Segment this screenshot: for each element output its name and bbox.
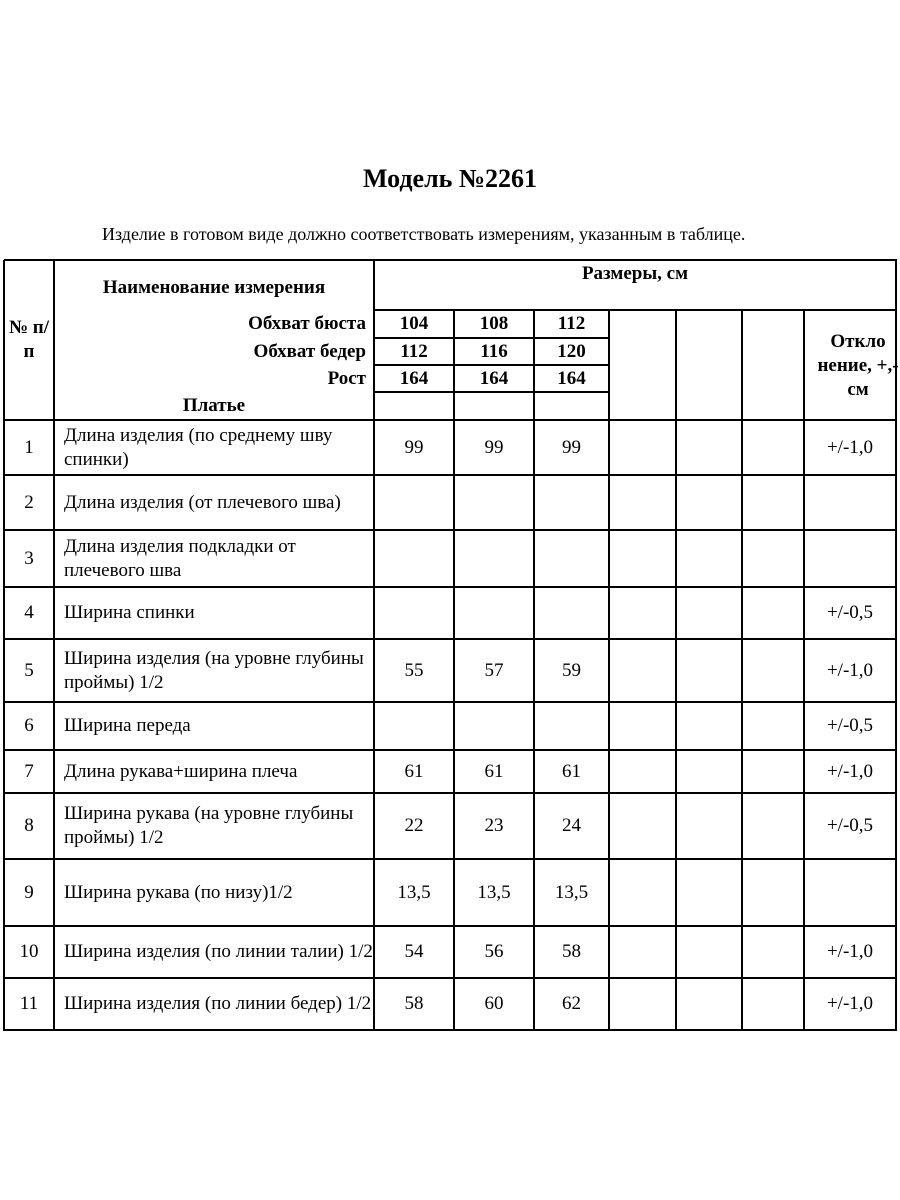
row-size-value: 62 [562,993,581,1014]
bust-size-value: 104 [399,313,429,334]
row-size-value [454,475,534,530]
hips-size-value: 120 [557,340,586,362]
row-measurement-name: Длина изделия (от плечевого шва) [64,491,341,513]
bust-size-value: 112 [557,313,586,334]
row-measurement-name: Ширина переда [64,715,191,736]
row-size-value: 13,5 [397,881,431,903]
row-measurement-name: Длина рукава+ширина плеча [64,760,298,782]
row-number: 1 [24,436,34,458]
row-size-value: 55 [404,659,424,681]
row-size-value [374,530,454,587]
row-size-value [374,475,454,530]
row-size-value [534,475,609,530]
row-size-value: 61 [484,760,504,782]
row-deviation [804,475,896,530]
row-deviation: +/-1,0 [826,436,874,458]
row-size-value [454,530,534,587]
name-header: Наименование измерения [102,277,326,298]
row-size-value: 13,5 [477,881,511,903]
deviation-header: Откло нение, +,- см [817,331,899,400]
table-border [804,309,897,311]
page-subtitle: Изделие в готовом виде должно соответствовать измерениям, указанным в таблице. [102,224,746,244]
row-measurement-name: Длина изделия подкладки от плечевого шва [64,535,296,581]
height-label: Рост [327,367,366,389]
row-number: 5 [24,659,34,681]
row-measurement-name: Ширина изделия (по линии талии) 1/2 [64,941,373,962]
hips-size-value: 116 [480,340,508,362]
height-size-value: 164 [399,367,429,389]
num-header: № п/п [8,317,50,362]
row-deviation: +/-1,0 [826,760,874,782]
row-measurement-name: Ширина изделия (по линии бедер) 1/2 [64,993,372,1014]
hips-size-value: 112 [400,340,428,362]
sizes-header: Размеры, см [581,263,689,284]
row-number: 3 [24,547,34,569]
row-size-value: 60 [484,993,504,1014]
row-number: 4 [24,602,34,623]
row-deviation: +/-1,0 [826,941,874,962]
hips-label: Обхват бедер [253,340,366,362]
row-size-value [454,587,534,639]
row-measurement-name: Ширина изделия (на уровне глубины проймы) 1/2 [64,647,364,693]
row-deviation [804,530,896,587]
row-deviation: +/-0,5 [826,715,874,736]
row-number: 10 [19,941,39,962]
row-size-value [454,702,534,750]
row-size-value: 24 [562,815,581,836]
row-number: 8 [24,815,34,836]
bust-label: Обхват бюста [248,313,366,334]
row-deviation: +/-1,0 [826,659,874,681]
row-size-value: 13,5 [554,881,589,903]
row-size-value: 61 [404,760,424,782]
row-size-value: 99 [404,436,424,458]
row-size-value [374,702,454,750]
row-size-value [534,587,609,639]
row-measurement-name: Ширина спинки [64,602,195,623]
row-size-value [374,587,454,639]
row-measurement-name: Ширина рукава (на уровне глубины проймы) 1/2 [64,803,354,848]
height-size-value: 164 [479,367,509,389]
row-size-value: 58 [562,941,581,962]
row-size-value: 99 [562,436,581,458]
row-size-value: 61 [562,760,581,782]
row-deviation: +/-1,0 [826,993,874,1014]
row-size-value [534,530,609,587]
row-measurement-name: Ширина рукава (по низу)1/2 [64,881,293,903]
row-number: 7 [24,760,34,782]
row-size-value: 58 [404,993,424,1014]
row-number: 9 [24,881,34,903]
row-size-value: 56 [484,941,504,962]
row-size-value: 59 [562,659,581,681]
row-number: 2 [24,491,34,513]
row-size-value: 99 [484,436,504,458]
garment-label: Платье [182,395,246,416]
height-size-value: 164 [557,367,586,389]
row-deviation [804,859,896,926]
row-deviation: +/-0,5 [826,815,874,836]
page-title: Модель №2261 [362,164,538,193]
row-size-value [534,702,609,750]
row-size-value: 23 [484,815,504,836]
row-number: 6 [24,715,34,736]
row-size-value: 54 [404,941,424,962]
row-measurement-name: Длина изделия (по среднему шву спинки) [64,424,333,470]
row-size-value: 22 [404,815,424,836]
row-number: 11 [19,993,39,1014]
bust-size-value: 108 [479,313,509,334]
row-size-value: 57 [484,659,504,681]
row-deviation: +/-0,5 [826,602,874,623]
